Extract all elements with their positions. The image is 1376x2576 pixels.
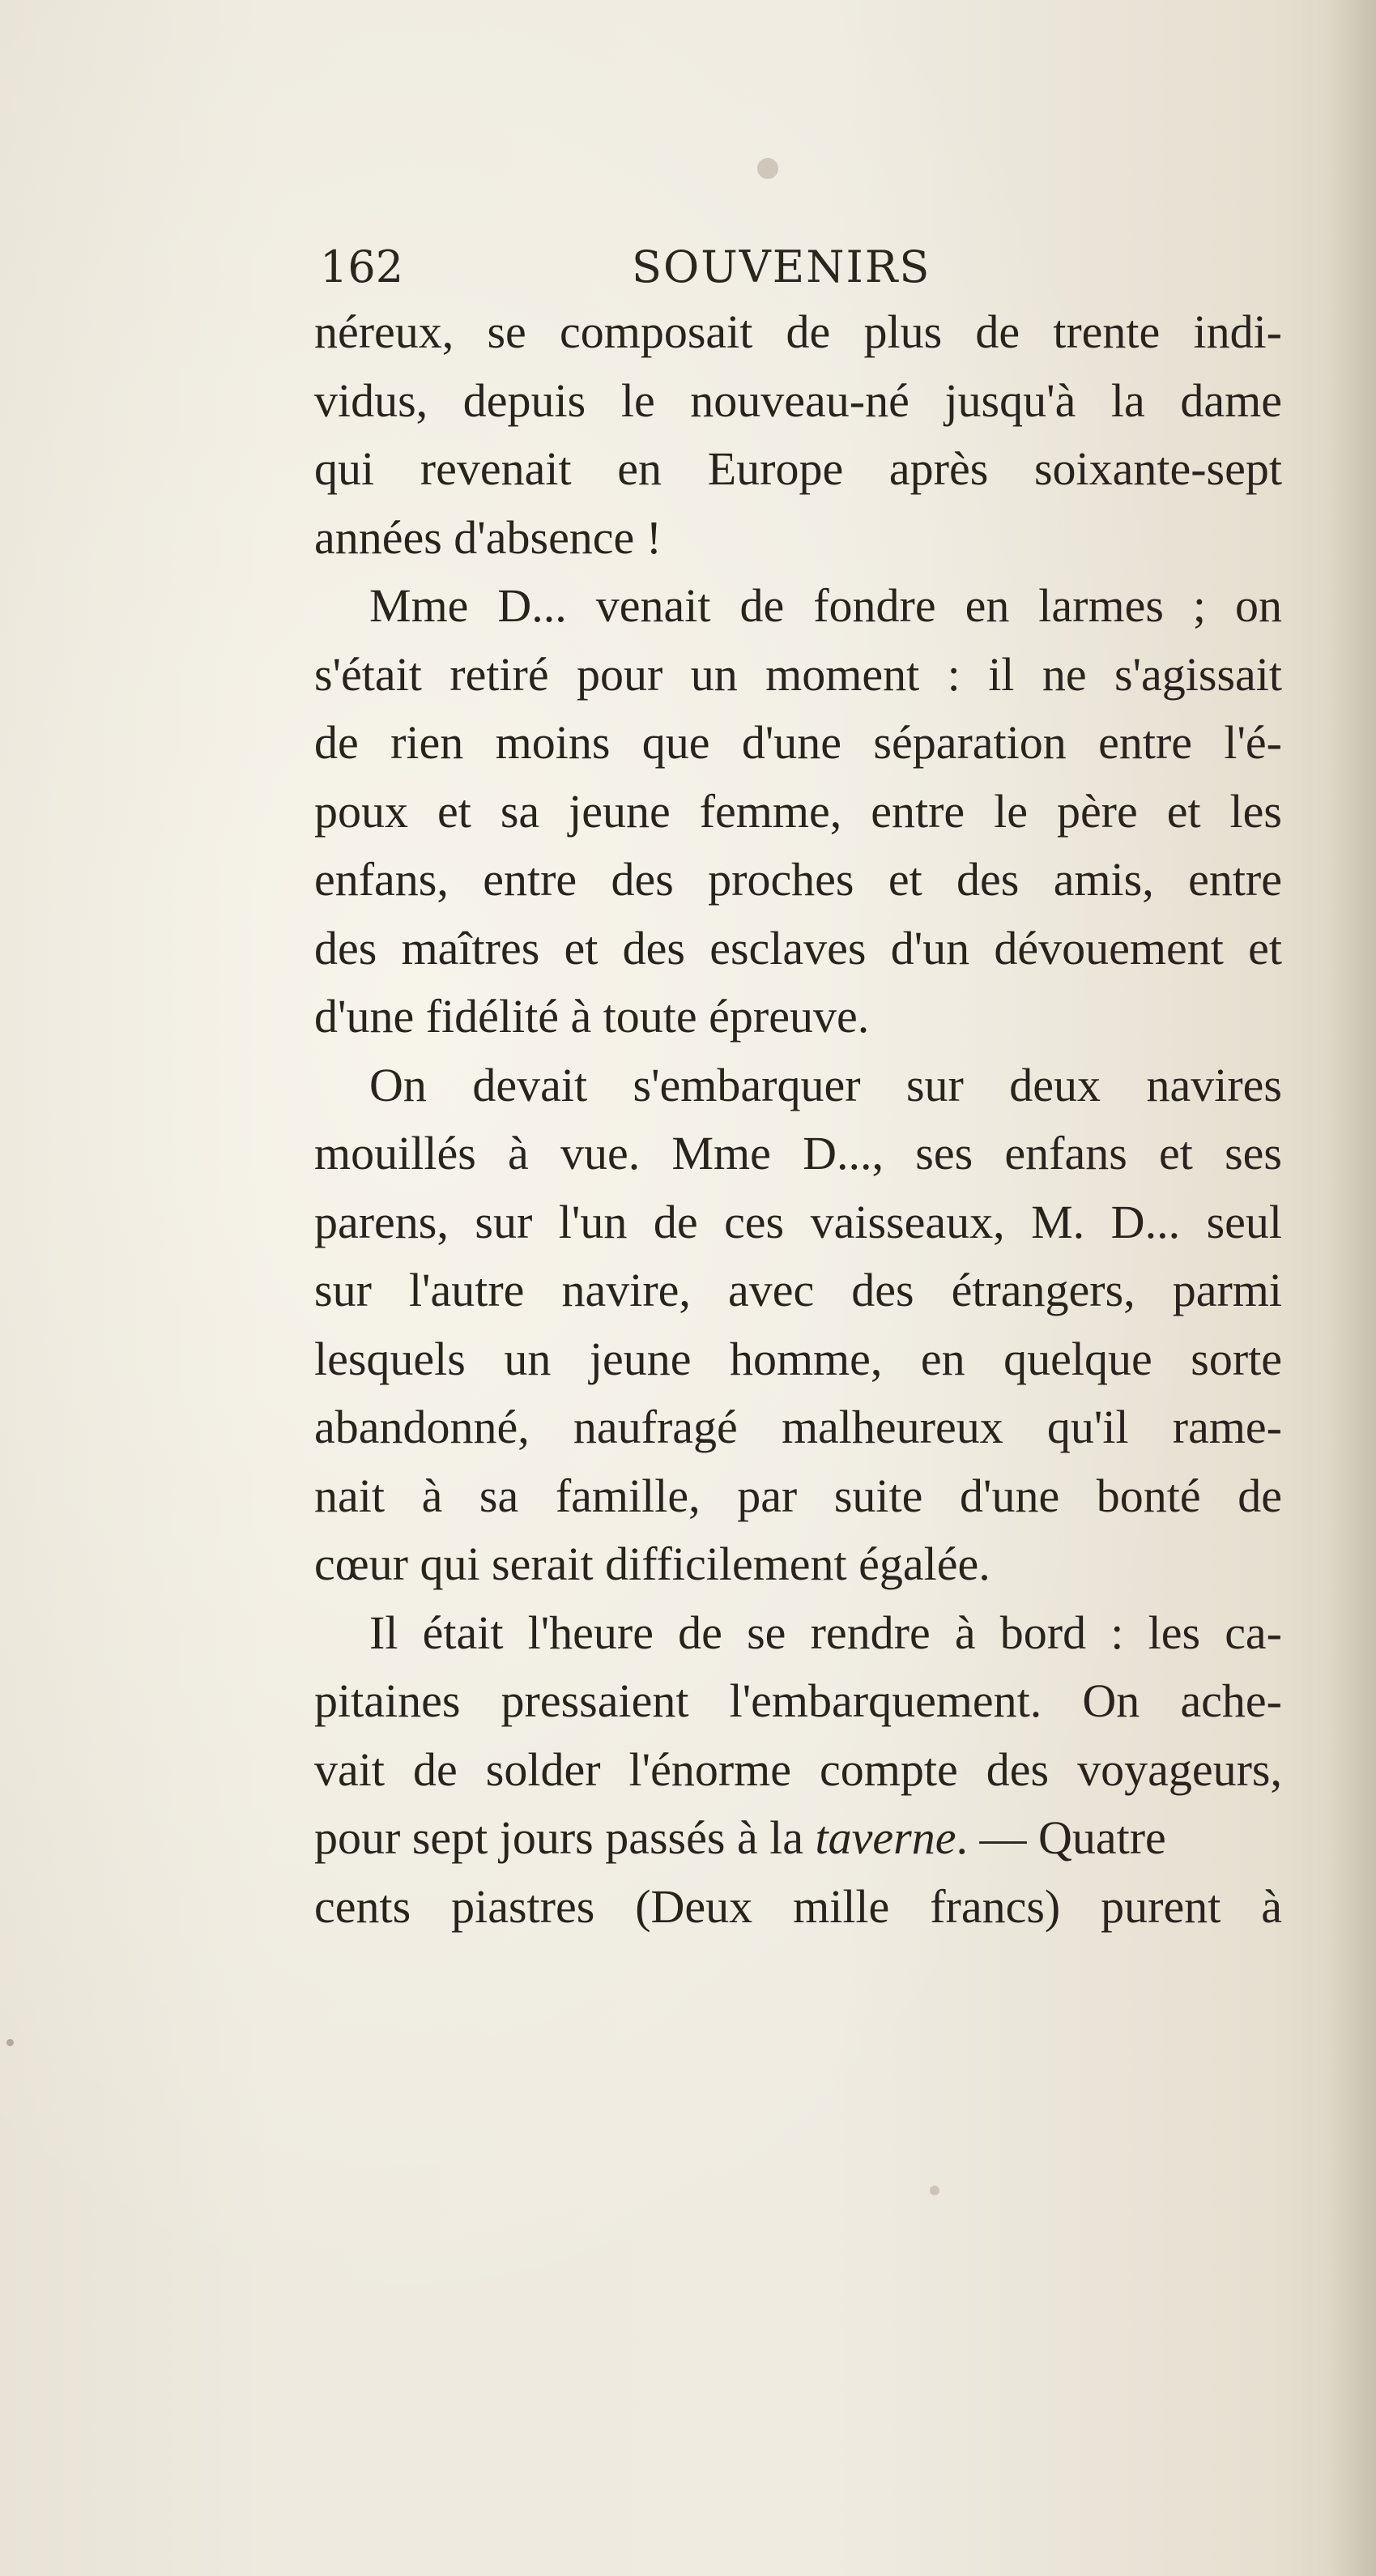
ink-speck	[757, 158, 778, 179]
text-line: cœur qui serait difficilement égalée.	[314, 1537, 990, 1590]
text-line: néreux, se composait de plus de trente indi-	[314, 305, 1282, 358]
text-line: s'était retiré pour un moment : il ne s'agissait	[314, 647, 1282, 701]
text-line: Mme D... venait de fondre en larmes ; on	[369, 579, 1282, 632]
text-line: années d'absence !	[314, 510, 662, 564]
text-line: cents piastres (Deux mille francs) purent à	[314, 1879, 1282, 1933]
ink-speck	[930, 2186, 939, 2195]
text-segment: pour sept jours passés à la	[314, 1811, 816, 1864]
text-line: de rien moins que d'une séparation entre l'é-	[314, 716, 1282, 769]
text-line-with-italic	[314, 1804, 1282, 1873]
body-text	[314, 298, 1282, 1941]
text-line: abandonné, naufragé malheureux qu'il rame-	[314, 1401, 1282, 1453]
text-line: poux et sa jeune femme, entre le père et les	[314, 784, 1282, 838]
text-line: nait à sa famille, par suite d'une bonté de	[314, 1469, 1282, 1522]
text-line: enfans, entre des proches et des amis, entre	[314, 853, 1282, 906]
italic-word: taverne	[815, 1811, 956, 1864]
running-title: SOUVENIRS	[632, 241, 931, 292]
text-line: Il était l'heure de se rendre à bord : les ca-	[369, 1606, 1282, 1659]
text-line: parens, sur l'un de ces vaisseaux, M. D... seul	[314, 1195, 1282, 1248]
text-line: On devait s'embarquer sur deux navires	[369, 1058, 1282, 1111]
text-line: mouillés à vue. Mme D..., ses enfans et ses	[314, 1127, 1282, 1179]
page-header	[320, 235, 1284, 300]
text-line: d'une fidélité à toute épreuve.	[314, 990, 870, 1043]
page-number: 162	[320, 241, 404, 292]
text-line: pitaines pressaient l'embarquement. On ache-	[314, 1674, 1282, 1727]
text-line: vait de solder l'énorme compte des voyageurs,	[314, 1742, 1282, 1796]
text-line: vidus, depuis le nouveau-né jusqu'à la dame	[314, 373, 1282, 427]
text-line: lesquels un jeune homme, en quelque sorte	[314, 1332, 1282, 1385]
text-line: des maîtres et des esclaves d'un dévouement et	[314, 921, 1282, 975]
ink-speck	[6, 2039, 14, 2046]
text-line: qui revenait en Europe après soixante-sept	[314, 442, 1282, 495]
text-line: sur l'autre navire, avec des étrangers, parmi	[314, 1264, 1282, 1316]
text-segment: . — Quatre	[956, 1811, 1166, 1864]
page-edge-shadow	[1327, 0, 1376, 2576]
